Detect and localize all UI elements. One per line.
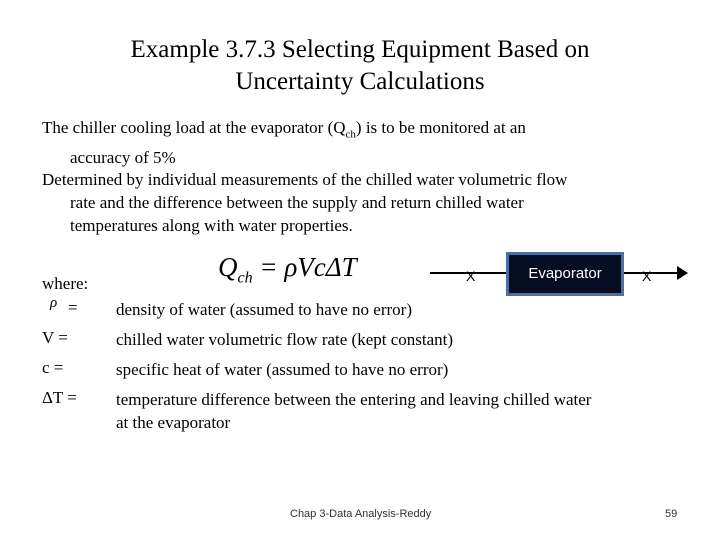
- formula-lhs-subscript: ch: [237, 269, 253, 287]
- footer-text: Chap 3-Data Analysis-Reddy: [290, 508, 432, 520]
- paragraph-measurements: [42, 168, 682, 237]
- symbol-c: c =: [42, 358, 64, 377]
- symbol-v: V =: [42, 328, 68, 347]
- definition-temperature-difference: [116, 388, 696, 434]
- title-line-1: Example 3.7.3 Selecting Equipment Based on: [130, 36, 590, 63]
- measurement-point-right: X: [642, 268, 652, 284]
- para1-line-2: accuracy of 5%: [70, 148, 176, 168]
- formula-rhs: = ρVcΔT: [252, 252, 357, 282]
- paragraph-cooling-load: [42, 116, 682, 169]
- formula-lhs: Q: [218, 252, 238, 282]
- measurement-point-left: X: [466, 268, 476, 284]
- rho-symbol: ρ: [50, 295, 58, 311]
- definition-flow-rate: chilled water volumetric flow rate (kept constant): [116, 330, 454, 349]
- para1-subscript: ch: [345, 128, 356, 141]
- page-number: 59: [665, 508, 678, 520]
- symbol-delta-t: ΔT =: [42, 388, 77, 407]
- para2-line-2: rate and the difference between the supply and return chilled water: [70, 193, 524, 212]
- evaporator-box: Evaporator: [506, 252, 624, 296]
- where-label: where:: [42, 274, 89, 293]
- delta-t-line-1: temperature difference between the entering and leaving chilled water: [116, 390, 592, 409]
- para2-line-3: temperatures along with water properties.: [70, 216, 353, 235]
- para2-line-1: Determined by individual measurements of the chilled water volumetric flow: [42, 170, 568, 189]
- flow-arrow-icon: [677, 266, 688, 280]
- para1-text-pre: The chiller cooling load at the evaporator (Q: [42, 118, 346, 137]
- cooling-load-formula: [218, 252, 357, 287]
- title-line-2: Uncertainty Calculations: [235, 68, 485, 95]
- definition-density: density of water (assumed to have no error): [116, 300, 412, 319]
- delta-t-line-2: at the evaporator: [116, 413, 231, 432]
- para1-text-post: ) is to be monitored at an: [355, 118, 526, 137]
- definition-specific-heat: specific heat of water (assumed to have no error): [116, 360, 449, 379]
- rho-equals: =: [68, 298, 78, 317]
- slide-title: [40, 34, 680, 98]
